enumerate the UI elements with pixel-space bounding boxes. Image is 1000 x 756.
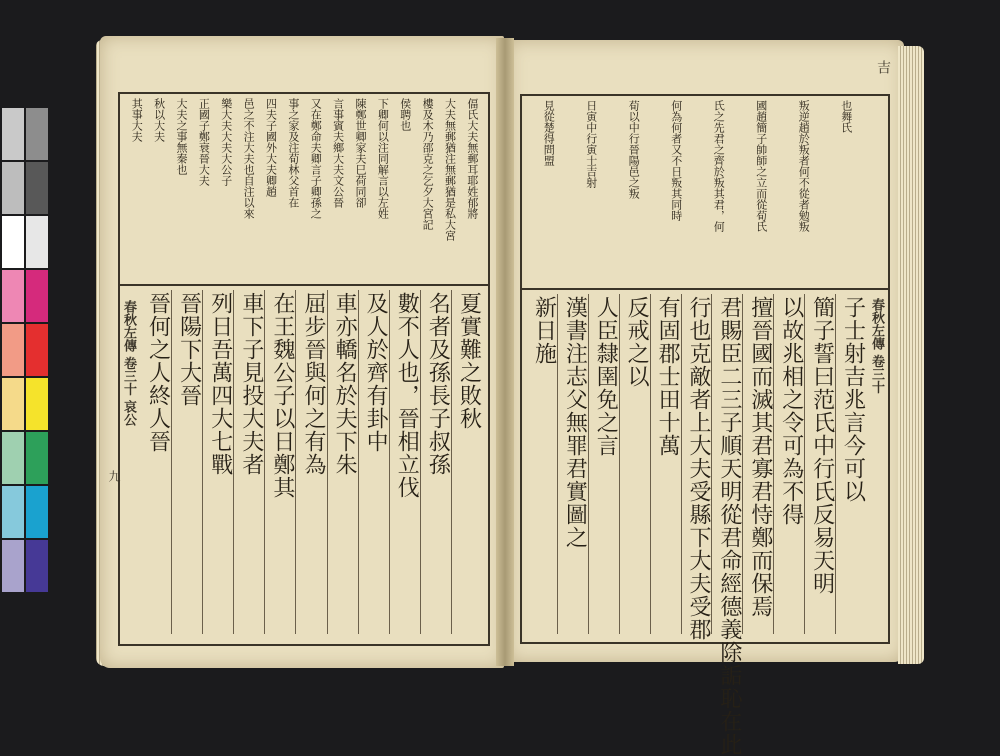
text-column: 車下子見投大夫者 xyxy=(238,292,264,476)
commentary-column: 大夫之事無秦也 xyxy=(174,98,188,175)
column-rule xyxy=(773,294,774,634)
color-chip xyxy=(26,108,48,160)
color-chip xyxy=(2,108,24,160)
color-chip xyxy=(26,270,48,322)
column-rule xyxy=(619,294,620,634)
column-rule xyxy=(295,290,296,634)
column-rule xyxy=(711,294,712,634)
text-column: 晉何之人終人晉 xyxy=(145,292,171,453)
column-rule xyxy=(389,290,390,634)
color-chip xyxy=(2,162,24,214)
commentary-column: 言事賓夫鄉大夫文公晉 xyxy=(331,98,345,208)
left-margin-label: 春秋左傳 卷三十 哀公 xyxy=(121,300,136,427)
commentary-column: 又在鄭命夫卿言子卿孫之 xyxy=(309,98,323,219)
column-rule xyxy=(557,294,558,634)
color-chip xyxy=(2,324,24,376)
column-rule xyxy=(742,294,743,634)
color-chip xyxy=(26,378,48,430)
text-column: 行也克敵者上大夫受縣下大夫受郡 xyxy=(686,296,711,641)
text-column: 夏實難之敗秋 xyxy=(456,292,482,430)
commentary-column: 事之家及注荀林父首在 xyxy=(286,98,300,208)
text-column: 漢書注志父無罪君實圖之 xyxy=(562,296,588,549)
text-column: 屈步晉與何之有為 xyxy=(301,292,326,476)
text-column: 子士射吉兆言今可以 xyxy=(840,296,866,503)
text-column: 擅晉國而滅其君寡君恃鄭而保焉 xyxy=(747,296,773,618)
commentary-column: 陳鄭世卿家夫巳荷同卻 xyxy=(353,98,367,208)
commentary-column: 四夫子國外大夫卿趙 xyxy=(264,98,278,197)
commentary-column: 其事大夫 xyxy=(130,98,144,142)
commentary-column: 樓及木乃邵克之乞夕大宮記 xyxy=(421,98,435,230)
color-chip xyxy=(26,432,48,484)
column-rule xyxy=(358,290,359,634)
color-chip xyxy=(2,540,24,592)
text-column: 晉陽下大晉 xyxy=(176,292,202,407)
color-chip xyxy=(26,486,48,538)
color-chip xyxy=(2,432,24,484)
text-column: 簡子誓曰范氏中行氏反易天明 xyxy=(809,296,835,595)
commentary-column: 氏之先君之齊於叛其君，何 xyxy=(712,100,726,232)
text-column: 及人於齊有卦中 xyxy=(363,292,389,453)
color-chip xyxy=(2,378,24,430)
text-column: 列日吾萬四大七戰 xyxy=(207,292,233,476)
color-chip xyxy=(2,270,24,322)
text-column: 有固郡士田十萬 xyxy=(655,296,681,457)
column-rule xyxy=(588,294,589,634)
commentary-column: 荀以中行晉陽邑之叛 xyxy=(627,100,641,199)
column-rule xyxy=(420,290,421,634)
commentary-column: 叛逆趙於叛者何不從者勉叛 xyxy=(797,100,811,232)
text-column: 君賜臣二三子順天明從君命經德義除詬恥在此 xyxy=(716,296,742,756)
column-rule xyxy=(264,290,265,634)
commentary-column: 樂大夫大夫大公子 xyxy=(219,98,233,186)
commentary-column: 何為何者又不日叛其同時 xyxy=(669,100,683,221)
text-column: 名者及孫長子叔孫 xyxy=(425,292,451,476)
right-margin-label: 吉 xyxy=(875,60,891,74)
commentary-column: 侯聘也 xyxy=(398,98,412,131)
column-rule xyxy=(202,290,203,634)
text-column: 在王魏公子以日鄭其 xyxy=(269,292,295,499)
color-chip xyxy=(26,540,48,592)
commentary-column: 下卿何以注同解言以左姓 xyxy=(376,98,390,219)
column-rule xyxy=(835,294,836,634)
text-column: 車亦轎名於夫下朱 xyxy=(332,292,358,476)
commentary-column: 正國子鄭衰晉大夫 xyxy=(197,98,211,186)
commentary-column: 秋以大夫 xyxy=(152,98,166,142)
commentary-column: 見從楚得問盟 xyxy=(542,100,556,166)
column-rule xyxy=(681,294,682,634)
column-rule xyxy=(451,290,452,634)
book-gutter xyxy=(496,38,514,666)
commentary-column: 邑之不注大夫也自注以來 xyxy=(242,98,256,219)
left-page-number: 九 xyxy=(107,470,121,482)
color-chip xyxy=(2,216,24,268)
color-checker-strip xyxy=(0,108,48,596)
text-column: 以故兆相之令可為不得 xyxy=(778,296,804,526)
text-column: 新日施 xyxy=(531,296,557,365)
commentary-column: 偪氏大夫無郵耳耶姓郁將 xyxy=(465,98,479,219)
color-chip xyxy=(26,162,48,214)
column-rule xyxy=(327,290,328,634)
column-rule xyxy=(171,290,172,634)
right-page-edges xyxy=(898,46,924,664)
column-rule xyxy=(650,294,651,634)
commentary-column: 國趙簡子帥師之立而從荀氏 xyxy=(754,100,768,232)
color-chip xyxy=(26,216,48,268)
column-rule xyxy=(233,290,234,634)
commentary-column: 也舞氏 xyxy=(839,100,853,133)
column-rule xyxy=(804,294,805,634)
color-chip xyxy=(26,324,48,376)
text-column: 反戒之以 xyxy=(624,296,650,388)
text-column: 數不人也，晉相立伐 xyxy=(394,292,420,499)
left-divider xyxy=(118,284,490,286)
text-column: 人臣隸圉免之言 xyxy=(593,296,619,457)
commentary-column: 大夫無郵猶注無郵猶是私大宮 xyxy=(443,98,457,241)
right-header-label: 春秋左傳 卷三十 xyxy=(869,298,884,394)
right-divider xyxy=(520,288,890,290)
color-chip xyxy=(2,486,24,538)
commentary-column: 日寅中行寅士吉射 xyxy=(584,100,598,188)
